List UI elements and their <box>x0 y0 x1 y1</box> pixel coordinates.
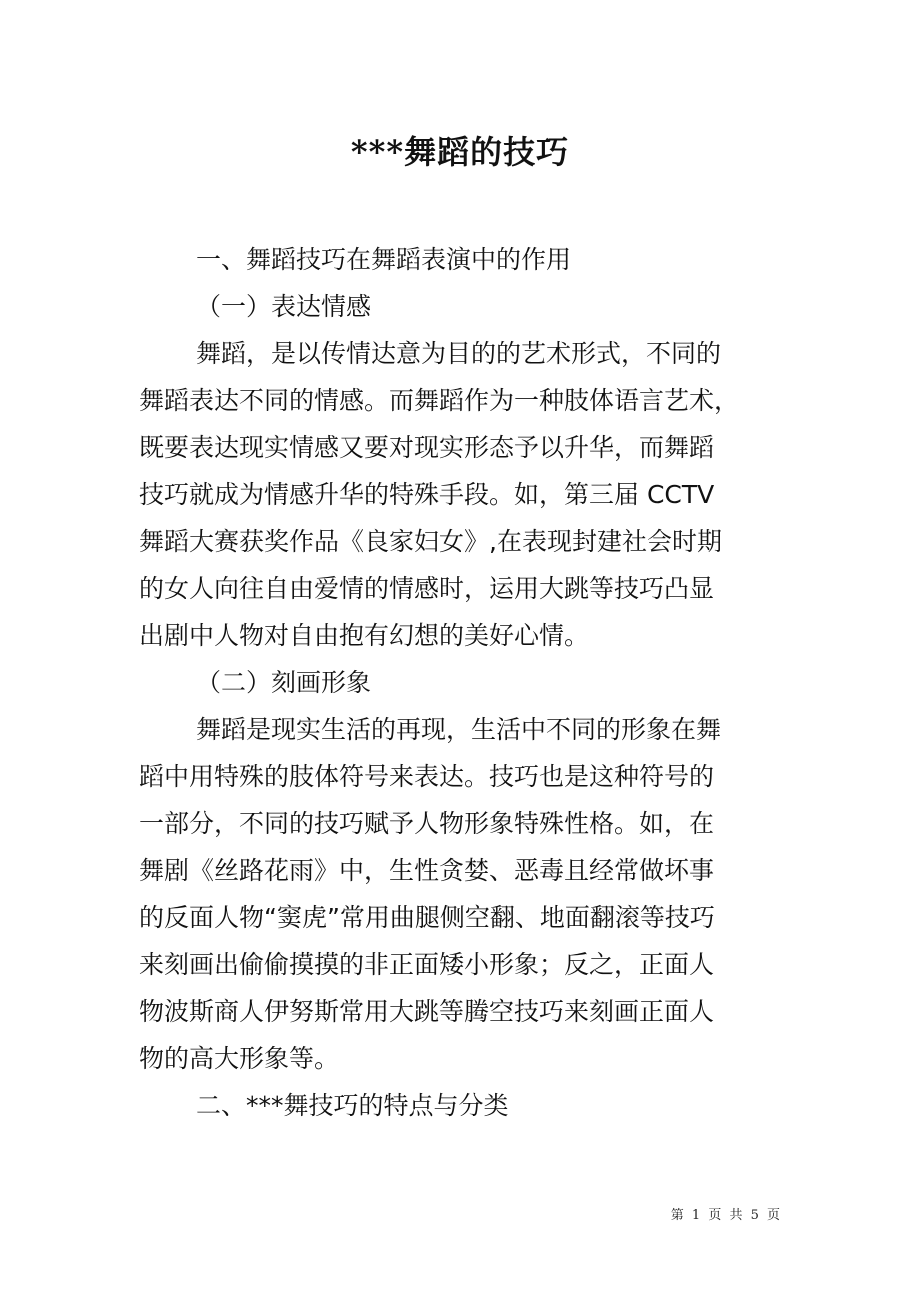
paragraph-line: 舞蹈大赛获奖作品《良家妇女》,在表现封建社会时期 <box>139 527 722 556</box>
section-heading-2: 二、***舞技巧的特点与分类 <box>196 1091 509 1120</box>
paragraph-line: 来刻画出偷偷摸摸的非正面矮小形象；反之，正面人 <box>139 950 715 979</box>
paragraph-line: 物波斯商人伊努斯常用大跳等腾空技巧来刻画正面人 <box>139 997 715 1026</box>
paragraph-line: 既要表达现实情感又要对现实形态予以升华，而舞蹈 <box>139 433 715 462</box>
section-heading-1: 一、舞蹈技巧在舞蹈表演中的作用 <box>196 245 572 274</box>
paragraph-line: 舞蹈表达不同的情感。而舞蹈作为一种肢体语言艺术， <box>139 386 740 415</box>
subsection-heading-1: （一）表达情感 <box>196 292 372 321</box>
paragraph-line: 出剧中人物对自由抱有幻想的美好心情。 <box>139 621 590 650</box>
paragraph-line: 技巧就成为情感升华的特殊手段。如，第三届 CCTV <box>139 480 715 509</box>
paragraph-line: 物的高大形象等。 <box>139 1044 340 1073</box>
paragraph-line: 的反面人物“窦虎”常用曲腿侧空翻、地面翻滚等技巧 <box>139 903 715 932</box>
subsection-heading-2: （二）刻画形象 <box>196 668 372 697</box>
document-body <box>139 236 789 1129</box>
paragraph-line: 舞剧《丝路花雨》中，生性贪婪、恶毒且经常做坏事 <box>139 856 715 885</box>
paragraph-line: 舞蹈是现实生活的再现，生活中不同的形象在舞 <box>196 715 722 744</box>
paragraph-line: 的女人向往自由爱情的情感时，运用大跳等技巧凸显 <box>139 574 715 603</box>
paragraph-line: 一部分，不同的技巧赋予人物形象特殊性格。如，在 <box>139 809 715 838</box>
paragraph-line: 蹈中用特殊的肢体符号来表达。技巧也是这种符号的 <box>139 762 715 791</box>
document-title: ***舞蹈的技巧 <box>350 133 570 171</box>
paragraph-line: 舞蹈，是以传情达意为目的的艺术形式，不同的 <box>196 339 722 368</box>
page-number-footer: 第 1 页 共 5 页 <box>670 1208 782 1223</box>
